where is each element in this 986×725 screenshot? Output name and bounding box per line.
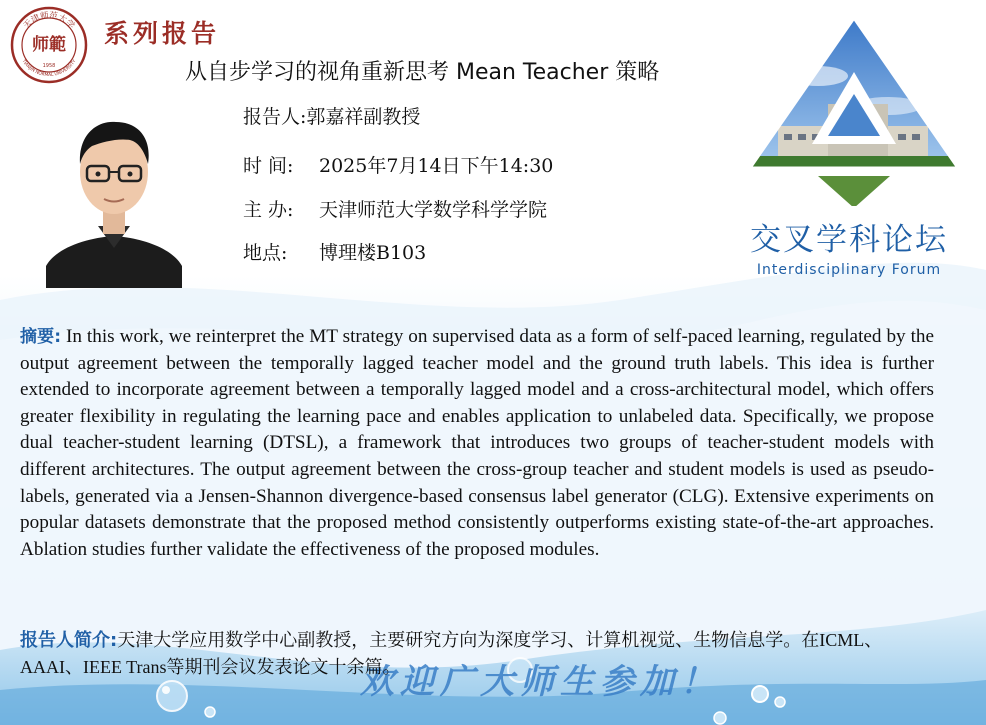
location-label: 地点: bbox=[243, 242, 288, 264]
seal-top-text: 天津师范大学 bbox=[21, 10, 77, 32]
host-label: 主 办: bbox=[243, 199, 294, 221]
speaker-photo bbox=[46, 98, 182, 288]
bio-heading: 报告人简介: bbox=[20, 630, 118, 651]
lecture-title: 从自步学习的视角重新思考 Mean Teacher 策略 bbox=[185, 60, 660, 85]
speaker-row bbox=[243, 102, 420, 129]
time-row bbox=[243, 151, 553, 178]
abstract-heading: 摘要: bbox=[20, 327, 62, 347]
series-label: 系列报告 bbox=[104, 19, 221, 48]
forum-name-en: Interdisciplinary Forum bbox=[756, 262, 942, 278]
speaker-bio bbox=[20, 627, 940, 680]
forum-name-cn: 交叉学科论坛 bbox=[750, 222, 948, 258]
time-value: 2025年7月14日下午14:30 bbox=[319, 155, 554, 177]
speaker-label: 报告人: bbox=[243, 106, 307, 128]
host-row bbox=[243, 195, 547, 222]
forum-triangle-logo bbox=[748, 16, 960, 206]
location-row bbox=[243, 238, 426, 265]
seal-english-text: TIANJIN NORMAL UNIVERSITY bbox=[20, 59, 78, 79]
speaker-name: 郭嘉祥副教授 bbox=[306, 106, 421, 128]
location-value: 博理楼B103 bbox=[319, 242, 427, 264]
seal-center-text: 师範 bbox=[32, 35, 66, 55]
bio-text: 天津大学应用数学中心副教授，主要研究方向为深度学习、计算机视觉、生物信息学。在ICML、AAAI、IEEE Trans等期刊会议发表论文十余篇。 bbox=[20, 630, 883, 677]
time-label: 时 间: bbox=[243, 155, 294, 177]
abstract-paragraph bbox=[20, 324, 934, 563]
host-value: 天津师范大学数学科学学院 bbox=[319, 199, 548, 221]
seal-year: 1958 bbox=[42, 63, 56, 69]
abstract-text: In this work, we reinterpret the MT strategy on supervised data as a form of self-paced learning, regulated by the output agreement between the temporally lagged teacher model and the ground truth labels. This idea is further extended to incorporate agreement between a temporally lagged model and a cross-architectural model, which offers greater flexibility in regulating the learning pace and enables application to unlabeled data. Specifically, we propose dual teacher-student learning (DTSL), a framework that introduces two groups of teacher-student models with different architectures. The output agreement between the cross-group teacher and student models is used as pseudo-labels, generated via a Jensen-Shannon divergence-based consensus label generator (CLG). Extensive experiments on popular datasets demonstrate that the proposed method consistently outperforms existing state-of-the-art approaches. Ablation studies further validate the effectiveness of the proposed modules. bbox=[20, 326, 935, 560]
university-seal-logo bbox=[10, 6, 88, 84]
welcome-banner: 欢迎广大师生参加！ bbox=[360, 662, 720, 702]
